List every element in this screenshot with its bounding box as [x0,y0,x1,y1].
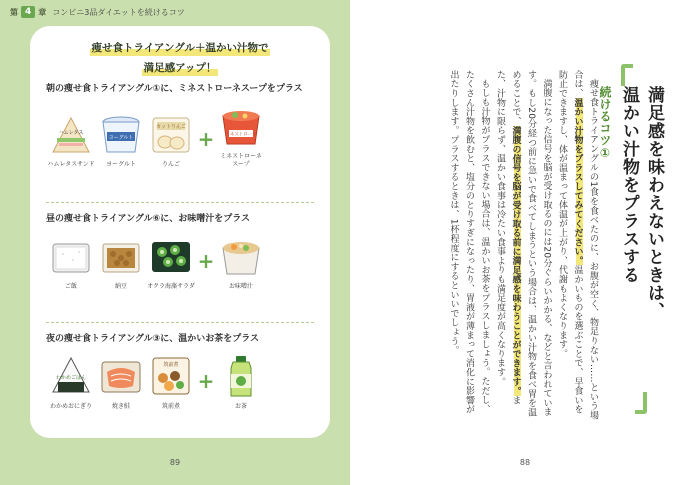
highlighted-text: 満腹の信号を脳が受け取る前に満足感を味わうことができます。 [510,125,521,396]
meal-items [46,234,316,291]
grilled-salmon-illustration [99,354,143,398]
tip-title-line2: 温かい汁物をプラスする [619,86,639,284]
card-title-line1: 痩せ食トライアングル＋温かい汁物で [91,42,269,54]
meal-items [46,354,316,411]
food-item [146,354,196,411]
sandwich-package-text: ハムレタス [58,130,84,136]
meal-heading: 朝の痩せ食トライアングル①に、ミネストローネスープをプラス [46,84,303,94]
food-label: お味噌汁 [228,283,253,290]
food-item [46,112,96,169]
content-card [30,26,330,438]
food-item [46,354,96,411]
chapter-suffix: 章 [38,7,47,17]
right-page [350,0,700,485]
food-label: 納豆 [114,283,127,290]
chikuzenni-illustration [149,354,193,398]
food-label: オクラ海藻サラダ [147,283,195,290]
page-number: 89 [169,458,181,467]
green-tea-bottle-illustration [219,354,263,398]
body-paragraph [554,70,601,422]
food-label: ご飯 [64,283,77,290]
tip-label: 続けるコツ① [598,86,612,160]
meal-breakfast [46,82,316,169]
tip-title-line1: 満足感を味わえないときは、 [644,86,664,320]
body-text-segment: もしも汁物がプラスできない場合は、温かいお茶をプラスしましょう。ただし、たくさん汁物を飲むと、塩分のとりすぎになったり、胃液が薄まって消化に影響が出たりします。プラスするときは、1杯程度にするといいでしょう。 [448,70,490,415]
plus-icon: + [197,249,215,273]
divider [46,202,314,203]
page-number: 88 [519,458,531,467]
food-label: りんご [161,161,180,168]
apple-package-text: カットりんご [156,124,186,130]
plus-icon: + [197,127,215,151]
card-title [30,36,330,76]
divider [46,322,314,323]
food-label: ハムレタスサンド [47,161,95,168]
onigiri-package-text: わかめごはん [55,375,87,381]
food-item [96,234,146,291]
food-item-extra [216,354,266,411]
yogurt-illustration [99,112,143,156]
food-label: お茶 [234,403,247,410]
food-label: ミネストローネ スープ [220,153,262,168]
body-text-segment: 満腹になった信号を脳が受け取るのには20分ぐらいかかる、などと言われています。もし20分経つ前に急いで食べてしまうという場合は、温かい汁物を食べ胃を温めることで、 [510,70,552,417]
soup-package-text: ミネストローネ [225,132,257,138]
food-item [96,112,146,169]
meal-heading: 昼の痩せ食トライアングル⑥に、お味噌汁をプラス [46,214,251,224]
body-text [445,70,600,422]
food-label: 焼き鮭 [111,403,130,410]
yogurt-package-text: ヨーグルト [108,135,134,141]
body-text-segment: 痩せ食トライアングルの1食を食べたのに、お腹が空く、物足りない……という場合は、 [572,70,598,420]
food-item-extra [216,234,266,291]
food-item [146,112,196,169]
miso-soup-illustration [219,234,263,278]
sandwich-illustration [49,112,93,156]
tip-title [616,86,666,366]
apple-illustration [149,112,193,156]
plus-icon: + [197,369,215,393]
meal-lunch [46,212,316,291]
card-title-line2: 満足感アップ！ [143,62,217,74]
bracket-decoration-bottom [635,392,647,414]
nimono-package-text: 筑前煮 [163,362,179,368]
body-paragraph [492,70,554,422]
natto-illustration [99,234,143,278]
okra-salad-illustration [149,234,193,278]
onigiri-illustration [49,354,93,398]
food-item-extra [216,104,266,169]
chapter-header [10,6,185,18]
food-label: わかめおにぎり [49,403,92,410]
chapter-title: コンビニ3品ダイエットを続けるコツ [52,7,185,17]
food-item [96,354,146,411]
meal-items [46,104,316,169]
meal-heading: 夜の痩せ食トライアングル③に、温かいお茶をプラス [46,334,260,344]
food-label: 筑前煮 [161,403,180,410]
food-label: ヨーグルト [106,161,136,168]
meal-dinner [46,332,316,411]
minestrone-illustration [219,104,263,148]
highlighted-text: 温かい汁物をプラスしてみてください。 [572,97,583,266]
chapter-number-badge: 4 [21,6,35,18]
chapter-prefix: 第 [10,7,18,17]
body-text-segment: また、汁物に限らず、温かい食事は冷たい食事よりも満足度が高くなります。 [495,70,521,405]
bracket-decoration-top [621,64,633,86]
food-item [146,234,196,291]
body-text-segment: 温かいものを選ぶことで、早食いを防止できますし、体が温まって体温が上がり、代謝もよくなります。 [557,70,583,415]
food-item [46,234,96,291]
rice-illustration [49,234,93,278]
body-paragraph [445,70,492,422]
